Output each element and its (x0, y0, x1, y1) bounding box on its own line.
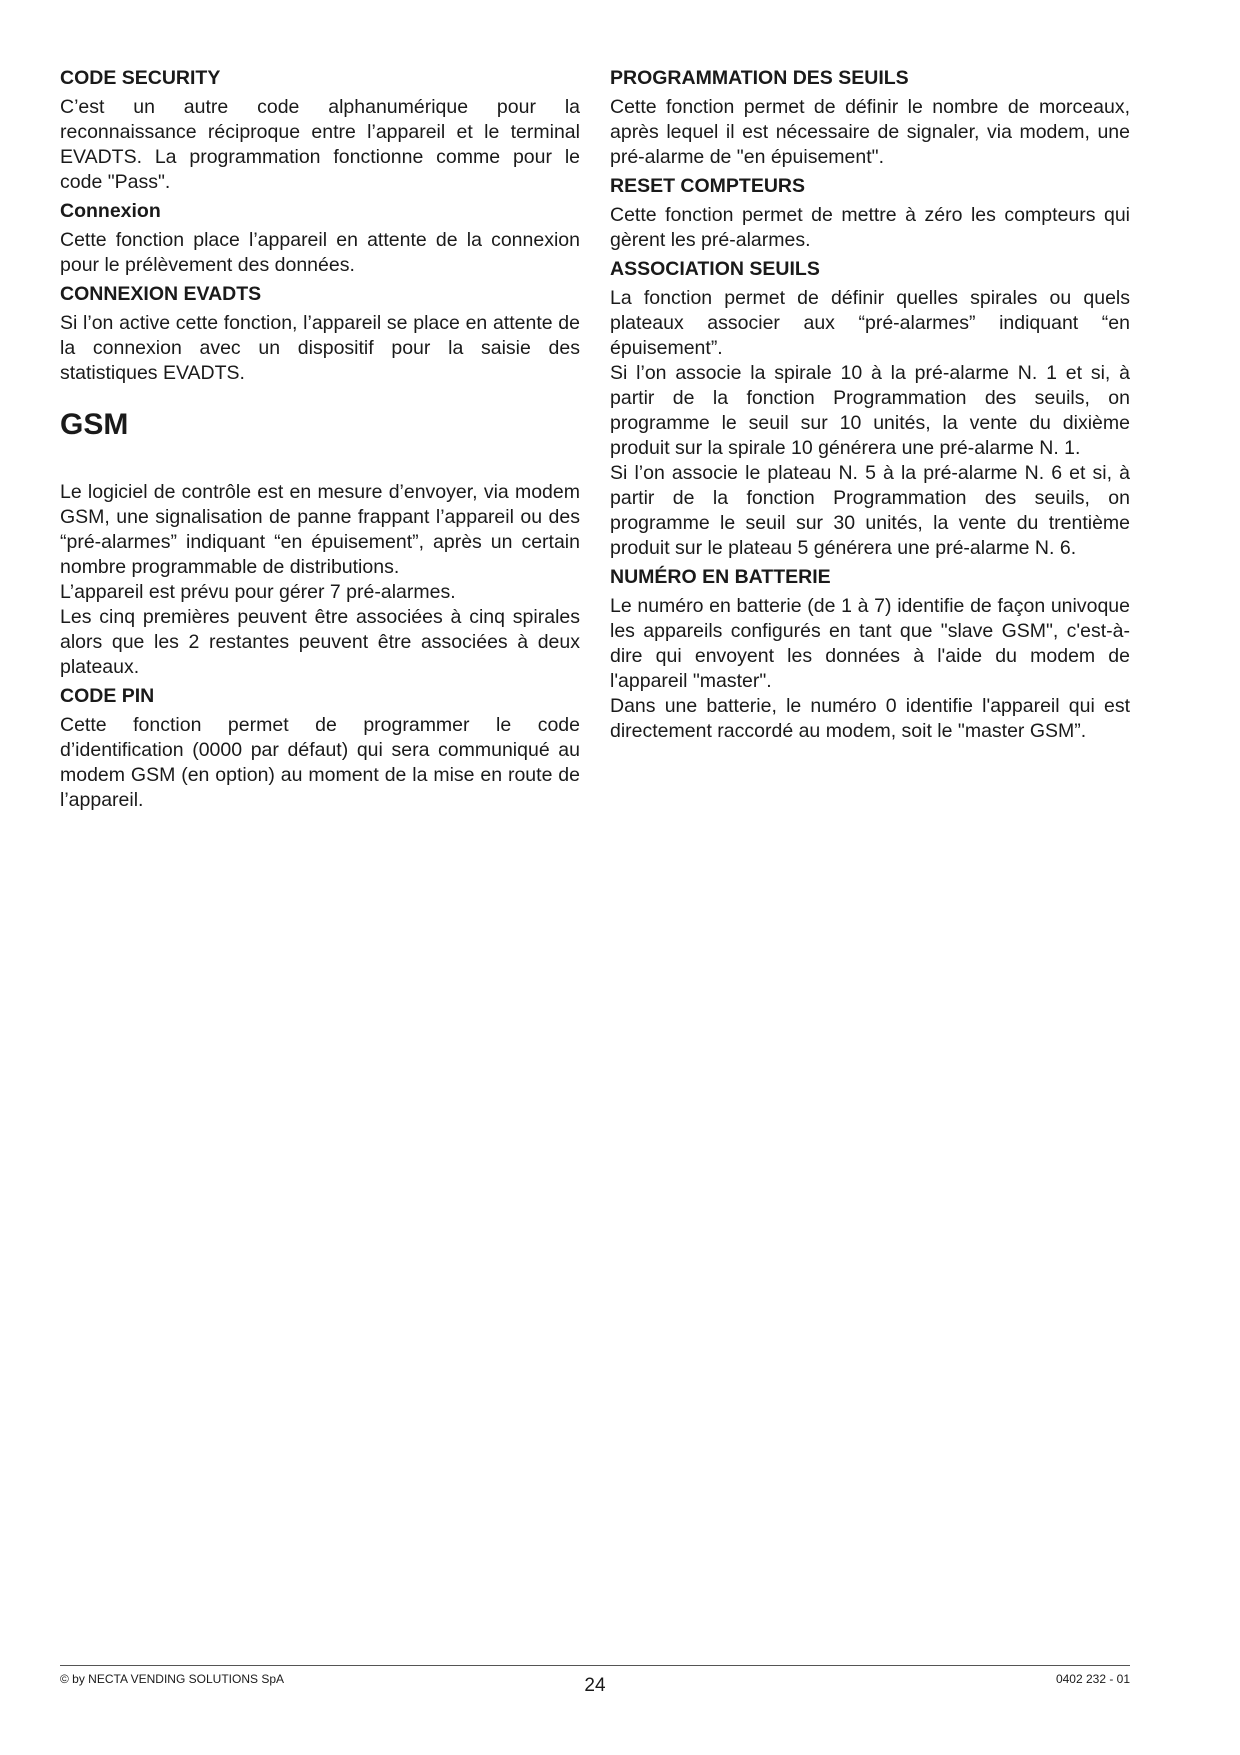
footer-copyright: © by NECTA VENDING SOLUTIONS SpA (60, 1672, 285, 1686)
code-pin-text: Cette fonction permet de programmer le code d’identification (0000 par défaut) qui sera communiqué au modem GSM (en option) au moment de la mise en route de l’appareil. (60, 714, 580, 811)
connexion-evadts-text: Si l’on active cette fonction, l’appareil se place en attente de la connexion avec un dispositif pour la saisie des statistiques EVADTS. (60, 312, 580, 384)
left-column (60, 66, 580, 817)
association-seuils-paragraph-1: La fonction permet de définir quelles spirales ou quels plateaux associer aux “pré-alarmes” indiquant “en épuisement”. (610, 287, 1130, 359)
prog-seuils-heading: PROGRAMMATION DES SEUILS (610, 67, 909, 89)
numero-batterie-paragraph-1: Le numéro en batterie (de 1 à 7) identifie de façon univoque les appareils configurés en tant que "slave GSM", c'est-à-dire qui envoyent les données à l'aide du modem de l'appareil "master". (610, 595, 1130, 692)
numero-batterie-heading: NUMÉRO EN BATTERIE (610, 566, 831, 588)
code-security-heading: CODE SECURITY (60, 67, 221, 89)
reset-compteurs-text: Cette fonction permet de mettre à zéro les compteurs qui gèrent les pré-alarmes. (610, 204, 1130, 251)
document-code: 0402 232 - 01 (1055, 1672, 1130, 1686)
code-security-text: C’est un autre code alphanumérique pour la reconnaissance réciproque entre l’appareil et le terminal EVADTS. La programmation fonctionne comme pour le code "Pass". (60, 96, 580, 193)
connexion-heading: Connexion (60, 200, 161, 222)
footer-divider (60, 1665, 1130, 1666)
association-seuils-paragraph-2: Si l’on associe la spirale 10 à la pré-alarme N. 1 et si, à partir de la fonction Programmation des seuils, on programme le seuil sur 10 unités, la vente du dixième produit sur la spirale 10 générera une pré-alarme N. 1. (610, 362, 1130, 459)
gsm-section-title: GSM (60, 408, 129, 441)
association-seuils-paragraph-3: Si l’on associe le plateau N. 5 à la pré-alarme N. 6 et si, à partir de la fonction Programmation des seuils, on programme le seuil sur 30 unités, la vente du trentième produit sur le plateau 5 générera une pré-alarme N. 6. (610, 462, 1130, 559)
connexion-text: Cette fonction place l’appareil en attente de la connexion pour le prélèvement des données. (60, 229, 580, 276)
code-pin-heading: CODE PIN (60, 685, 155, 707)
numero-batterie-paragraph-2: Dans une batterie, le numéro 0 identifie l'appareil qui est directement raccordé au modem, soit le "master GSM”. (610, 695, 1130, 742)
page-number: 24 (584, 1675, 606, 1696)
association-seuils-heading: ASSOCIATION SEUILS (610, 258, 820, 280)
reset-compteurs-heading: RESET COMPTEURS (610, 175, 806, 197)
prog-seuils-text: Cette fonction permet de définir le nombre de morceaux, après lequel il est nécessaire de signaler, via modem, une pré-alarme de "en épuisement". (610, 96, 1130, 168)
gsm-paragraph-3: Les cinq premières peuvent être associées à cinq spirales alors que les 2 restantes peuvent être associées à deux plateaux. (60, 606, 580, 678)
right-column (610, 66, 1130, 748)
connexion-evadts-heading: CONNEXION EVADTS (60, 283, 262, 305)
gsm-paragraph-2: L’appareil est prévu pour gérer 7 pré-alarmes. (60, 581, 456, 603)
gsm-paragraph-1: Le logiciel de contrôle est en mesure d’envoyer, via modem GSM, une signalisation de panne frappant l’appareil ou des “pré-alarmes” indiquant “en épuisement”, après un certain nombre programmable de distributions. (60, 481, 580, 578)
